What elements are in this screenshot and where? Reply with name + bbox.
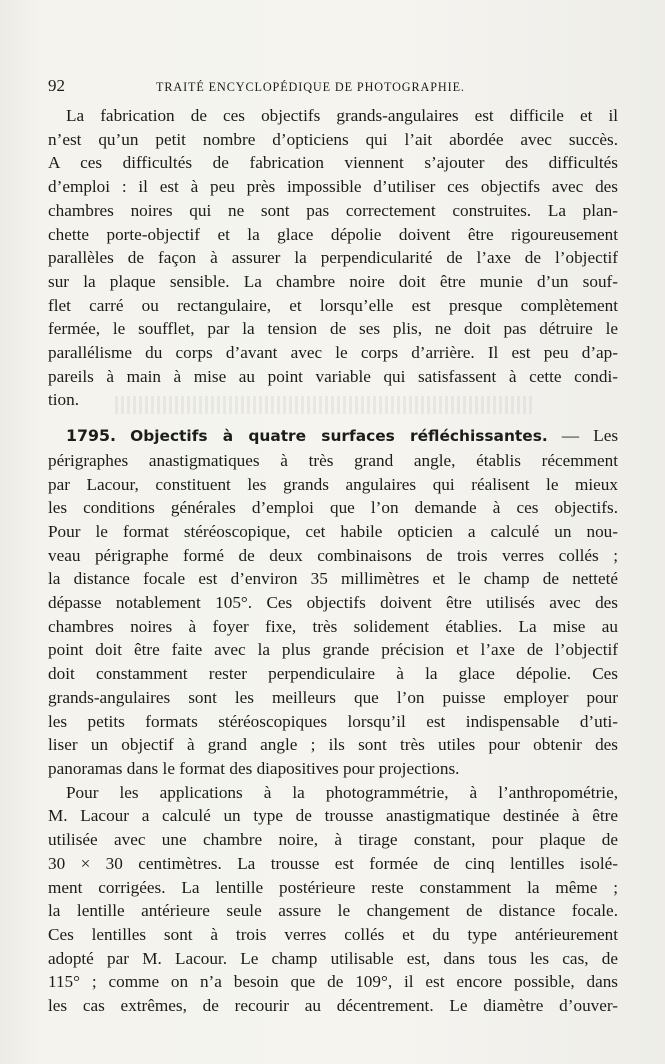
- text-line: les cas extrêmes, de recourir au décentrement. Le diamètre d’ouver-: [48, 996, 618, 1016]
- text-line: les petits formats stéréoscopiques lorsqu’il est indispensable d’uti-: [48, 711, 618, 731]
- text-line: pareils à main à mise au point variable qui satisfassent à cette condi-: [48, 366, 618, 386]
- text-line: A ces difficultés de fabrication viennent s’ajouter des difficultés: [48, 153, 618, 173]
- paragraph-photogrammetrie: [48, 781, 618, 1018]
- text-line: M. Lacour a calculé un type de trousse anastigmatique destinée à être: [48, 806, 618, 826]
- text-line: parallélisme du corps d’avant avec le corps d’arrière. Il est peu d’ap-: [48, 343, 618, 363]
- text-line: Pour les applications à la photogrammétrie, à l’anthropométrie,: [66, 782, 618, 802]
- text-line: chette porte-objectif et la glace dépolie doivent être rigoureusement: [48, 224, 618, 244]
- text-line: parallèles de façon à assurer la perpendicularité de l’axe de l’objectif: [48, 248, 618, 268]
- text-line: sur la plaque sensible. La chambre noire doit être munie d’un souf-: [48, 271, 618, 291]
- text-line: 30 × 30 centimètres. La trousse est formée de cinq lentilles isolé-: [48, 853, 618, 873]
- text-line: point doit être faite avec la plus grande précision et l’axe de l’objectif: [48, 640, 618, 660]
- text-line: dépasse notablement 105°. Ces objectifs doivent être utilisés avec des: [48, 593, 618, 613]
- text-line: chambres noires qui ne sont pas correctement construites. La plan-: [48, 200, 618, 220]
- text-line: veau périgraphe formé de deux combinaisons de trois verres collés ;: [48, 545, 618, 565]
- text-line: utilisée avec une chambre noire, à tirage constant, pour plaque de: [48, 830, 618, 850]
- text-line: ment corrigées. La lentille postérieure reste constamment la même ;: [48, 877, 618, 897]
- text-line: la distance focale est d’environ 35 millimètres et le champ de netteté: [48, 569, 618, 589]
- text-line: panoramas dans le format des diapositives pour projections.: [48, 758, 460, 778]
- section-heading-rest: — Les: [547, 426, 619, 446]
- text-line: liser un objectif à grand angle ; ils sont très utiles pour obtenir des: [48, 735, 618, 755]
- text-line: flet carré ou rectangulaire, et lorsqu’elle est presque complètement: [48, 295, 618, 315]
- paragraph-fabrication: [48, 104, 618, 412]
- section-1795: [48, 424, 618, 781]
- text-line: 115° ; comme on n’a besoin que de 109°, il est encore possible, dans: [48, 972, 618, 992]
- text-line: fermée, le soufflet, par la tension de ses plis, ne doit pas détruire le: [48, 319, 618, 339]
- text-line: d’emploi : il est à peu près impossible d’utiliser ces objectifs avec des: [48, 177, 618, 197]
- text-line: adopté par M. Lacour. Le champ utilisable est, dans tous les cas, de: [48, 948, 618, 968]
- page-header: [48, 74, 618, 98]
- text-line: les conditions générales d’emploi que l’on demande à ces objectifs.: [48, 498, 618, 518]
- running-title: TRAITÉ ENCYCLOPÉDIQUE DE PHOTOGRAPHIE.: [156, 80, 465, 94]
- section-number: 1795.: [66, 426, 116, 446]
- text-line: grands-angulaires sont les meilleurs que l’on puisse employer pour: [48, 687, 618, 707]
- text-line: par Lacour, constituent les grands angulaires qui réalisent le mieux: [48, 474, 618, 494]
- page-number: 92: [48, 76, 65, 95]
- text-line: tion.: [48, 390, 80, 410]
- text-line: La fabrication de ces objectifs grands-angulaires est difficile et il: [66, 106, 618, 125]
- text-line: périgraphes anastigmatiques à très grand angle, établis récemment: [48, 450, 618, 470]
- body-text: [48, 104, 618, 1018]
- text-line: n’est qu’un petit nombre d’opticiens qui l’ait abordée avec succès.: [48, 129, 618, 149]
- section-heading-line: [48, 424, 618, 449]
- text-line: la lentille antérieure seule assure le changement de distance focale.: [48, 901, 618, 921]
- text-line: Pour le format stéréoscopique, cet habile opticien a calculé un nou-: [48, 521, 618, 541]
- text-line: doit constamment rester perpendiculaire à la glace dépolie. Ces: [48, 664, 618, 684]
- text-line: chambres noires à foyer fixe, très solidement établies. La mise au: [48, 616, 618, 636]
- text-line: Ces lentilles sont à trois verres collés et du type antérieurement: [48, 924, 618, 944]
- section-title: Objectifs à quatre surfaces réfléchissantes.: [130, 427, 548, 446]
